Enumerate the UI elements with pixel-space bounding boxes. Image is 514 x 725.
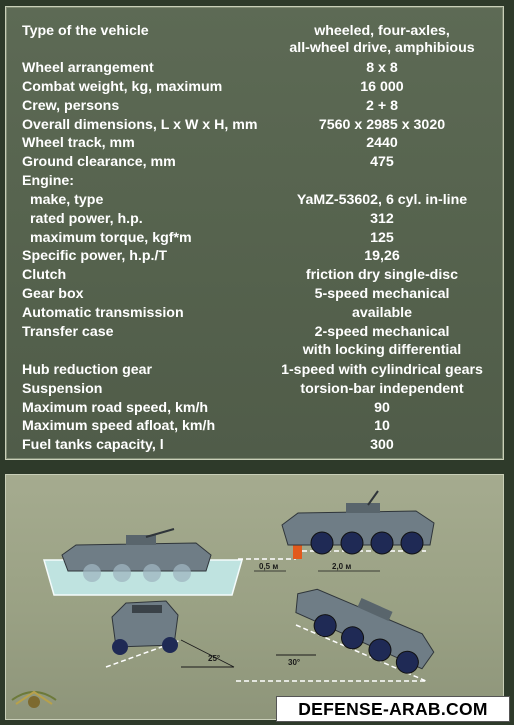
spec-label: Fuel tanks capacity, l [22,437,164,453]
spec-row [6,191,503,210]
spec-label: Engine: [22,173,75,189]
spec-value: 7560 x 2985 x 3020 [318,117,446,133]
spec-value: available [352,305,412,321]
tilted-vehicle [286,574,442,681]
spec-label: Clutch [22,267,67,283]
watermark-label: DEFENSE-ARAB.COM [276,696,510,722]
spec-row [6,341,503,360]
spec-label: Overall dimensions, L x W x H, mm [22,117,258,133]
spec-label: Type of the vehicle [22,23,149,39]
spec-value: friction dry single-disc [305,267,459,283]
obstacle-step-illustration [238,491,434,571]
spec-row [6,380,503,399]
spec-label: Hub reduction gear [22,362,153,378]
spec-row [6,97,503,116]
spec-label: Wheel track, mm [22,135,135,151]
spec-value: 19,26 [364,248,400,264]
site-emblem-icon [8,680,60,718]
spec-label: maximum torque, kgf*m [30,230,192,246]
slope-climb-illustration [106,601,234,667]
spec-row [6,323,503,342]
capabilities-diagram-panel [5,474,504,720]
spec-row [6,304,503,323]
spec-label: Automatic transmission [22,305,184,321]
specifications-panel [5,6,504,460]
spec-row [6,417,503,436]
slope-angle-label: 25° [208,654,221,663]
spec-row [6,78,503,97]
spec-row [6,399,503,418]
spec-row [6,247,503,266]
spec-value: 312 [370,211,394,227]
spec-label: Specific power, h.p./T [22,248,168,264]
spec-label: Crew, persons [22,98,120,114]
spec-value: 16 000 [360,79,404,95]
spec-row [6,153,503,172]
step-height-label: 0,5 м [259,562,279,571]
spec-value: 10 [374,418,390,434]
trench-crossing-vehicle [282,491,434,554]
spec-label: Combat weight, kg, maximum [22,79,223,95]
spec-row [6,361,503,380]
spec-value: 300 [370,437,394,453]
spec-row [6,39,503,58]
water-crossing-illustration [44,529,242,595]
spec-label: Ground clearance, mm [22,154,176,170]
spec-value: wheeled, four-axles, [314,23,450,39]
spec-value: 1-speed with cylindrical gears [281,362,483,378]
spec-value: 90 [374,400,390,416]
capabilities-diagram [6,475,503,719]
spec-value: 8 x 8 [366,60,398,76]
spec-label: make, type [30,192,104,208]
slope-vehicle-front-view [112,601,178,655]
spec-label: Maximum speed afloat, km/h [22,418,216,434]
spec-row [6,285,503,304]
spec-value: 2 + 8 [366,98,398,114]
spec-row [6,172,503,191]
spec-row [6,436,503,455]
spec-label: Wheel arrangement [22,60,154,76]
spec-label: Suspension [22,381,103,397]
spec-value: 125 [370,230,394,246]
spec-row [6,229,503,248]
spec-value: with locking differential [302,342,462,358]
spec-value: 2440 [366,135,398,151]
spec-value: 475 [370,154,394,170]
spec-label: Transfer case [22,324,114,340]
trench-width-label: 2,0 м [332,562,352,571]
spec-value: all-wheel drive, amphibious [289,40,475,56]
spec-value: YaMZ-53602, 6 cyl. in-line [296,192,468,208]
spec-row [6,210,503,229]
spec-row [6,266,503,285]
spec-value: 2-speed mechanical [314,324,450,340]
spec-row [6,134,503,153]
spec-value: torsion-bar independent [300,381,464,397]
spec-value: 5-speed mechanical [314,286,450,302]
side-tilt-illustration [236,574,442,681]
spec-label: Maximum road speed, km/h [22,400,209,416]
spec-row [6,116,503,135]
spec-label: Gear box [22,286,84,302]
spec-label: rated power, h.p. [30,211,143,227]
spec-row [6,59,503,78]
tilt-angle-label: 30° [288,658,301,667]
